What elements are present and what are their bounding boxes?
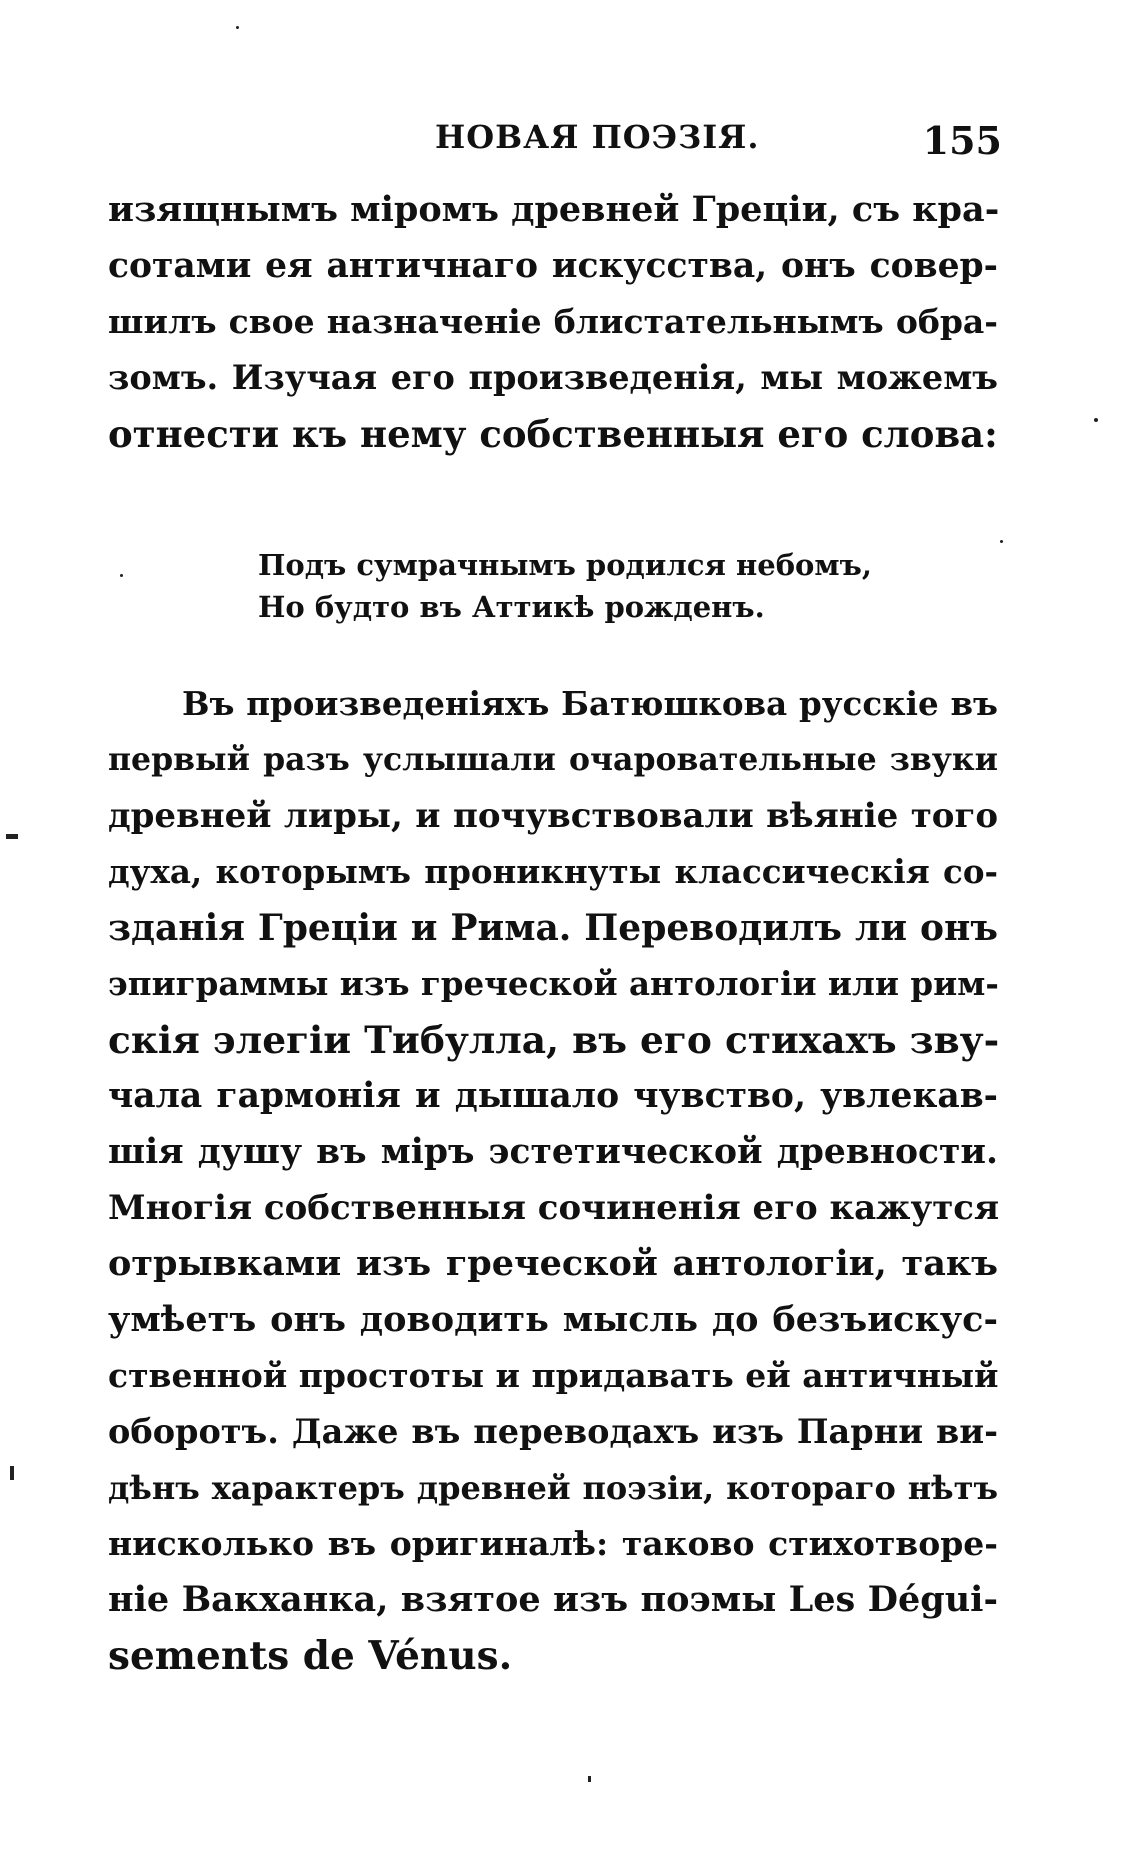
scan-speck — [588, 1776, 591, 1782]
text-line: отнести къ нему собственныя его слова: — [108, 412, 998, 456]
text-line: шилъ свое назначеніе блистательнымъ обра- — [108, 302, 998, 341]
scan-speck — [1000, 540, 1003, 543]
scan-speck — [236, 26, 239, 29]
verse-line: Подъ сумрачнымъ родился небомъ, — [258, 548, 872, 582]
text-line: умѣетъ онъ доводить мысль до безъискус- — [108, 1299, 998, 1340]
text-line: изящнымъ міромъ древней Греціи, съ кра- — [108, 189, 1000, 230]
text-line: шія душу въ міръ эстетической древности. — [108, 1132, 998, 1172]
text-line: зданія Греціи и Рима. Переводилъ ли онъ — [108, 907, 998, 949]
text-line: эпиграммы изъ греческой антологіи или рим- — [108, 964, 999, 1003]
verse-line: Но будто въ Аттикѣ рожденъ. — [258, 590, 765, 624]
text-line: оборотъ. Даже въ переводахъ изъ Парни ви- — [108, 1412, 998, 1451]
text-line: нисколько въ оригиналѣ: таково стихотворе- — [108, 1524, 998, 1563]
text-line: чала гармонія и дышало чувство, увлекав- — [108, 1076, 998, 1116]
text-line: ніе Вакханка, взятое изъ поэмы Les Dégui- — [108, 1579, 998, 1620]
text-line: зомъ. Изучая его произведенія, мы можемъ — [108, 358, 998, 397]
running-head: НОВАЯ ПОЭЗІЯ. — [435, 118, 760, 156]
page-number: 155 — [922, 118, 1002, 163]
text-line: дѣнъ характеръ древней поэзіи, котораго нѣтъ — [108, 1469, 998, 1507]
text-line: первый разъ услышали очаровательные звуки — [108, 741, 998, 778]
scan-speck — [120, 574, 123, 577]
scan-mark — [6, 834, 18, 839]
text-line: ственной простоты и придавать ей античный — [108, 1356, 999, 1395]
text-line: отрывками изъ греческой антологіи, такъ — [108, 1243, 998, 1284]
text-line: древней лиры, и почувствовали вѣяніе того — [108, 796, 998, 836]
text-line: сотами ея античнаго искусства, онъ совер- — [108, 246, 998, 286]
text-line: Многія собственныя сочиненія его кажутся — [108, 1188, 1000, 1228]
text-line: духа, которымъ проникнуты классическія со- — [108, 852, 998, 891]
scan-mark — [10, 1466, 14, 1480]
text-line: Въ произведеніяхъ Батюшкова русскіе въ — [182, 684, 998, 723]
text-line: скія элегіи Тибулла, въ его стихахъ зву- — [108, 1018, 1000, 1062]
text-line: sements de Vénus. — [108, 1633, 513, 1679]
scan-speck — [1094, 418, 1098, 422]
